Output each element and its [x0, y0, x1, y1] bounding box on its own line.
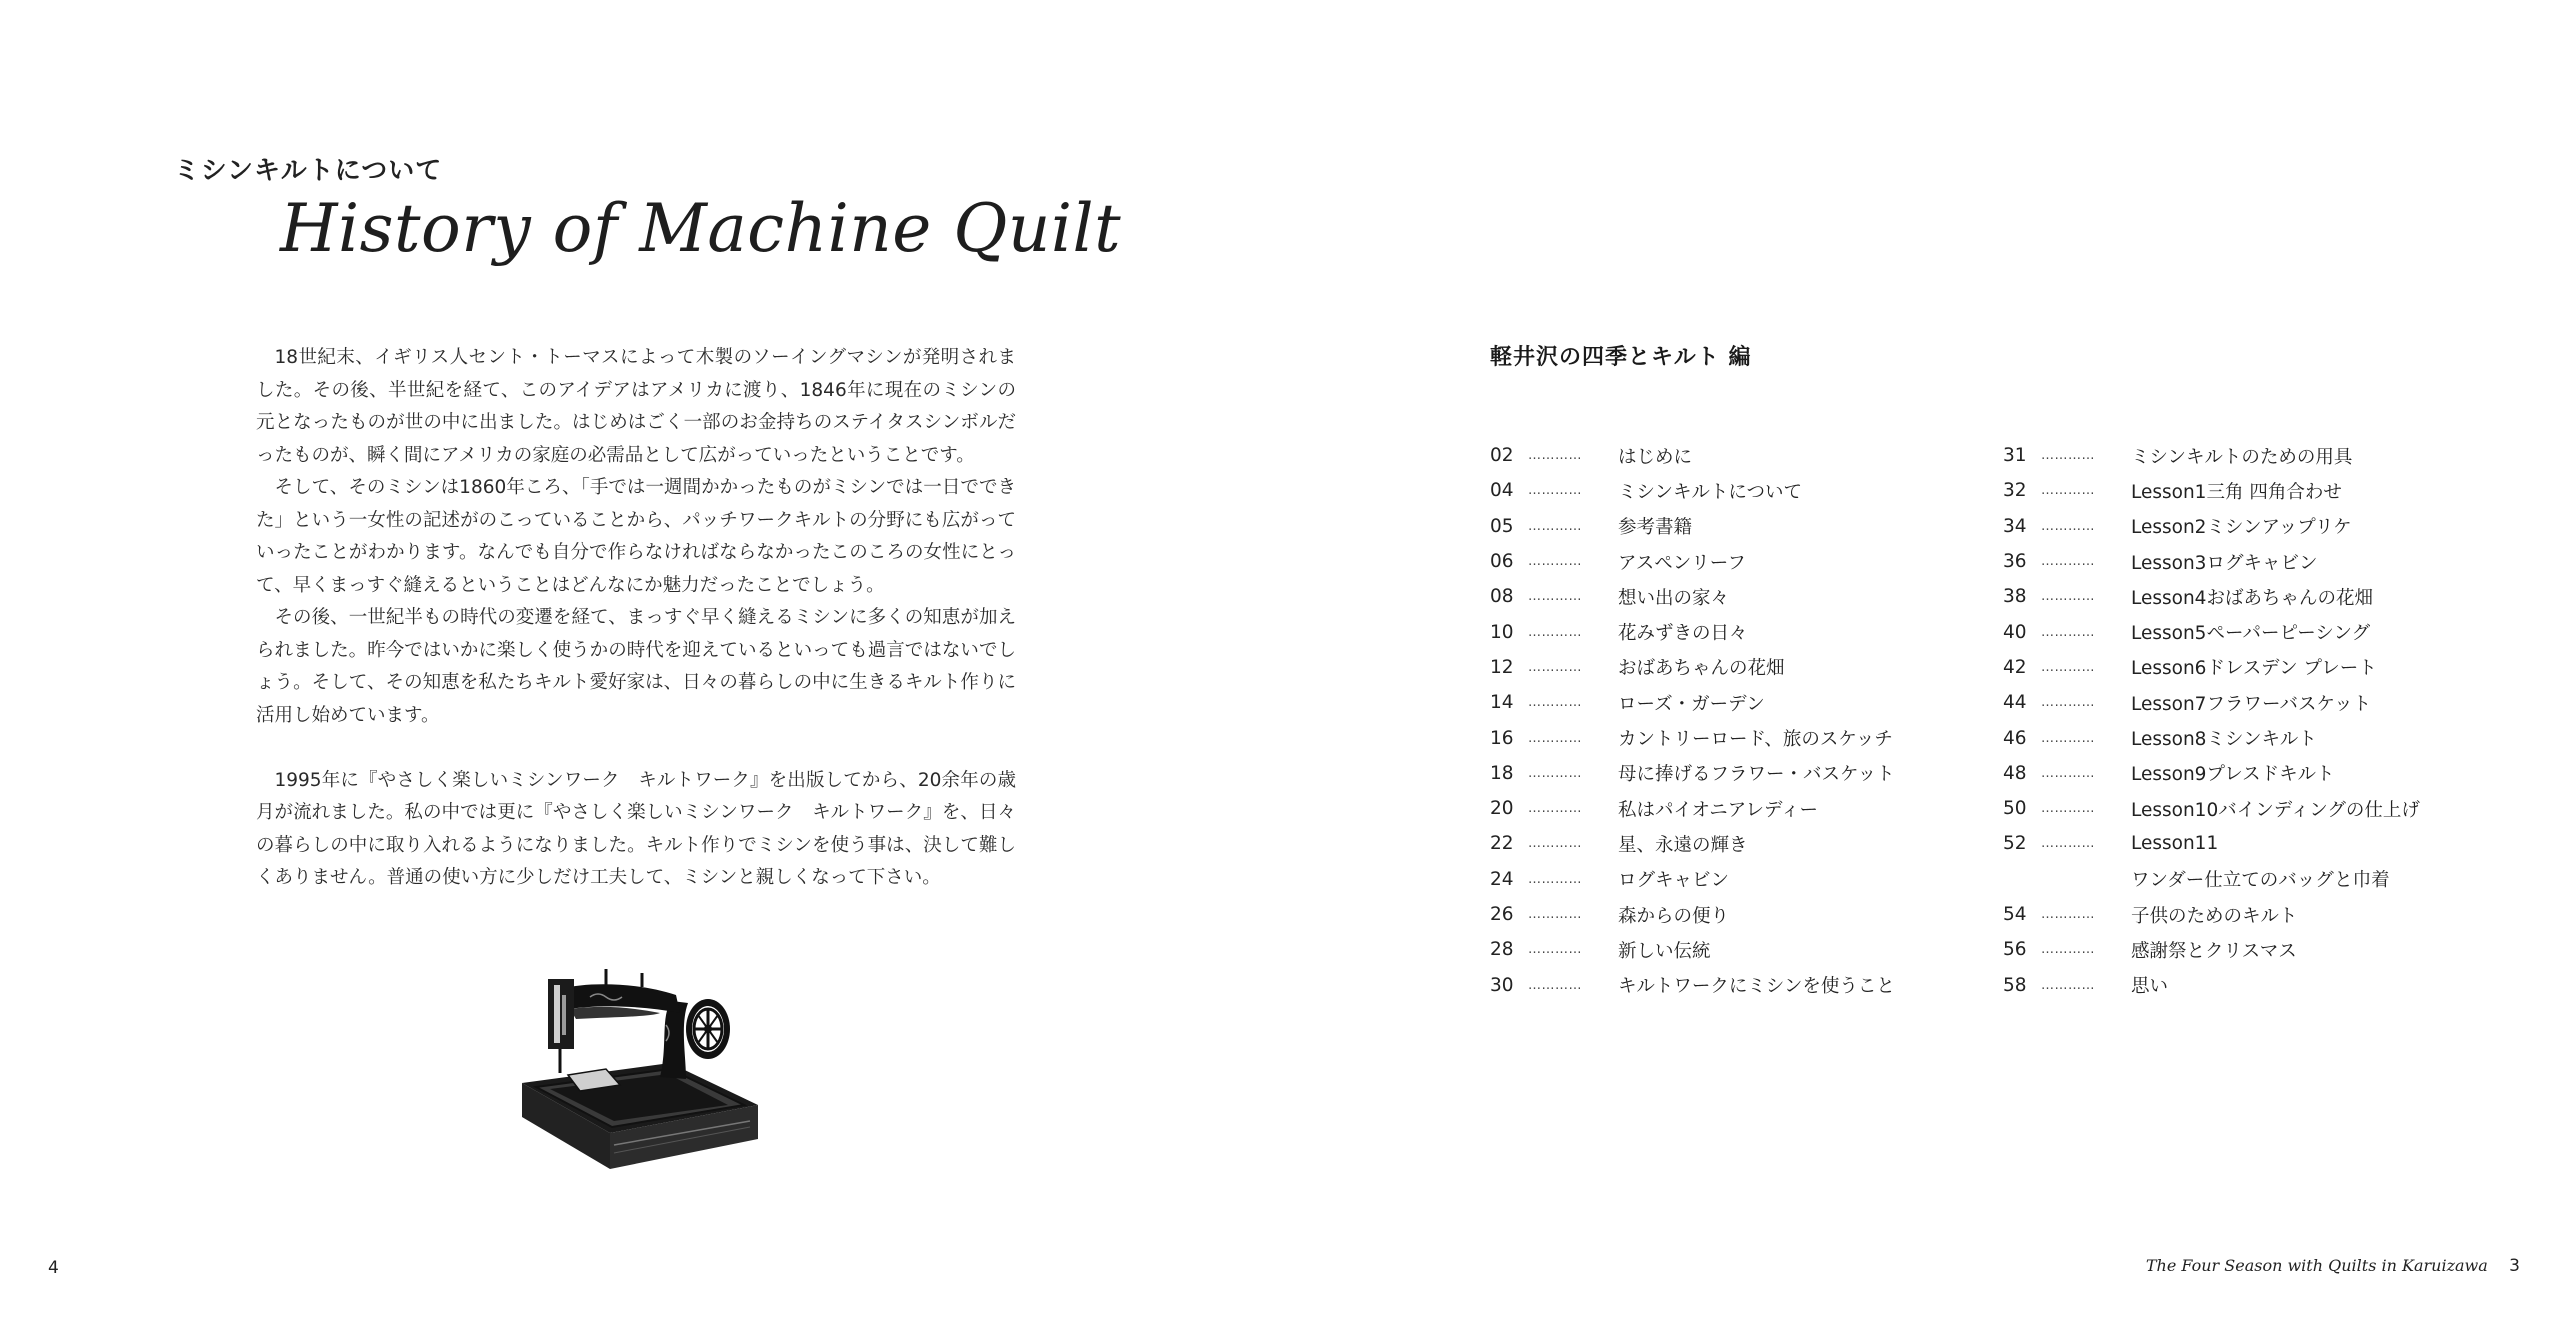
toc-leader-dots: …………: [1528, 730, 1582, 746]
toc-entry-label: 母に捧げるフラワー・バスケット: [1618, 764, 1895, 786]
toc-entry: [2003, 438, 2420, 473]
toc-entry-label: Lesson3ログキャビン: [2131, 552, 2318, 574]
toc-page-number: 04: [1490, 480, 1514, 502]
toc-entry-label: Lesson2ミシンアップリケ: [2131, 517, 2352, 539]
toc-leader-dots: …………: [2041, 448, 2095, 464]
toc-leader-dots: …………: [2041, 589, 2095, 605]
toc-entry: [2003, 650, 2420, 685]
toc-entry-label: アスペンリーフ: [1618, 552, 1746, 574]
toc-leader-dots: …………: [2041, 659, 2095, 675]
toc-entry: [1490, 720, 1895, 755]
toc-leader-dots: …………: [2041, 554, 2095, 570]
toc-entry-label: はじめに: [1618, 446, 1693, 468]
toc-entry: [1490, 967, 1895, 1002]
toc-entry-label: Lesson4おばあちゃんの花畑: [2131, 587, 2373, 609]
toc-leader-dots: …………: [1528, 836, 1582, 852]
toc-entry: [1490, 650, 1895, 685]
toc-entry-label: 思い: [2131, 976, 2169, 998]
toc-column-1: [1490, 438, 1895, 1003]
toc-leader-dots: …………: [1528, 448, 1582, 464]
sewing-machine-illustration: [510, 955, 770, 1195]
toc-leader-dots: …………: [1528, 624, 1582, 640]
toc-entry: [1490, 862, 1895, 897]
toc-entry-label: ログキャビン: [1618, 870, 1730, 892]
toc-page-number: 38: [2003, 586, 2027, 608]
toc-entry-label: Lesson5ペーパーピーシング: [2131, 623, 2371, 645]
toc-page-number: 06: [1490, 551, 1514, 573]
toc-entry-label: 参考書籍: [1618, 517, 1693, 539]
toc-leader-dots: …………: [1528, 554, 1582, 570]
toc-page-number: 05: [1490, 515, 1514, 537]
toc-leader-dots: …………: [1528, 907, 1582, 922]
toc-page-number: 14: [1490, 692, 1514, 714]
toc-leader-dots: …………: [2041, 977, 2095, 993]
toc-entry: [2003, 579, 2420, 614]
toc-page-number: 02: [1490, 445, 1514, 467]
section-title-en: History of Machine Quilt: [280, 190, 1122, 267]
toc-page-number: 26: [1490, 904, 1514, 925]
toc-leader-dots: …………: [1528, 518, 1582, 534]
toc-page-number: 46: [2003, 727, 2027, 749]
toc-entry: [2003, 720, 2420, 755]
toc-entry: [2003, 509, 2420, 544]
paragraph: そして、そのミシンは1860年ころ、「手では一週間かかったものがミシンでは一日でできた」という一女性の記述がのこっていることから、パッチワークキルトの分野にも広がっていったことがわかります。なんでも自分で作らなければならなかったこのころの女性にとって、早くまっすぐ縫えるということはどんなにか魅力だったことでしょう。: [256, 477, 1016, 596]
toc-entry-label: ワンダー仕立てのバッグと巾着: [2131, 870, 2390, 892]
toc-entry-label: キルトワークにミシンを使うこと: [1618, 976, 1895, 998]
toc-column-2: [2003, 438, 2420, 1003]
toc-entry: [1490, 756, 1895, 791]
toc-entry-label: 星、永遠の輝き: [1618, 834, 1748, 856]
toc-entry-label: 新しい伝統: [1618, 940, 1711, 962]
toc-leader-dots: …………: [2041, 730, 2095, 746]
toc-leader-dots: …………: [1528, 659, 1582, 675]
toc-leader-dots: …………: [1528, 483, 1582, 499]
toc-leader-dots: …………: [2041, 765, 2095, 781]
toc-entry: [1490, 544, 1895, 579]
toc-entry: [1490, 826, 1895, 861]
toc-entry-label: 感謝祭とクリスマス: [2131, 940, 2297, 962]
toc-page-number: 16: [1490, 727, 1514, 749]
toc-leader-dots: …………: [2041, 483, 2095, 499]
toc-entry-label: ミシンキルトのための用具: [2131, 446, 2353, 468]
toc-page-number: 18: [1490, 762, 1514, 784]
toc-entry: [2003, 544, 2420, 579]
toc-entry-label: ミシンキルトについて: [1618, 481, 1802, 503]
paragraph: 18世紀末、イギリス人セント・トーマスによって木製のソーイングマシンが発明されました。その後、半世紀を経て、このアイデアはアメリカに渡り、1846年に現在のミシンの元となったものが世の中に出ました。はじめはごく一部のお金持ちのステイタスシンボルだったものが、瞬く間にアメリカの家庭の必需品として広がっていったということです。: [256, 347, 1016, 466]
toc-entry: [2003, 897, 2420, 932]
toc-page-number: 34: [2003, 515, 2027, 537]
toc-leader-dots: …………: [1528, 589, 1582, 605]
toc-page-number: 52: [2003, 833, 2027, 855]
toc-entry: [1490, 579, 1895, 614]
toc-page-number: 36: [2003, 551, 2027, 573]
toc-page-number: 40: [2003, 621, 2027, 643]
toc-page-number: 56: [2003, 939, 2027, 961]
toc-entry: [1490, 897, 1895, 932]
toc-leader-dots: …………: [2041, 695, 2095, 711]
toc-entry: [2003, 756, 2420, 791]
toc-leader-dots: …………: [1528, 942, 1582, 958]
toc-page-number: 08: [1490, 586, 1514, 608]
toc-entry-label: おばあちゃんの花畑: [1618, 658, 1785, 680]
toc-entry: [1490, 473, 1895, 508]
toc-entry-label: 花みずきの日々: [1618, 623, 1748, 645]
toc-entry-label: カントリーロード、旅のスケッチ: [1618, 729, 1893, 751]
toc-entry: [2003, 614, 2420, 649]
toc-page-number: 50: [2003, 798, 2027, 820]
toc-entry-label: Lesson1三角 四角合わせ: [2131, 481, 2342, 503]
page-number-right: 3: [2509, 1256, 2520, 1276]
toc-page-number: 30: [1490, 974, 1514, 996]
toc-entry: [2003, 473, 2420, 508]
toc-entry-label: 子供のためのキルト: [2131, 905, 2298, 927]
toc-entry: [2003, 967, 2420, 1002]
toc-leader-dots: …………: [2041, 624, 2095, 640]
page-number-left: 4: [48, 1258, 59, 1278]
toc-entry-label: 想い出の家々: [1618, 587, 1730, 609]
toc-page-number: 10: [1490, 621, 1514, 643]
toc-entry-label: Lesson7フラワーバスケット: [2131, 693, 2372, 715]
toc-entry: [1490, 932, 1895, 967]
toc-leader-dots: …………: [1528, 871, 1582, 887]
right-page: [1280, 0, 2560, 1333]
toc-leader-dots: …………: [1528, 765, 1582, 781]
toc-entry: [2003, 862, 2420, 897]
toc-entry: [1490, 438, 1895, 473]
toc-page-number: 32: [2003, 480, 2027, 502]
paragraph: その後、一世紀半もの時代の変遷を経て、まっすぐ早く縫えるミシンに多くの知恵が加えられました。昨今ではいかに楽しく使うかの時代を迎えているといっても過言ではないでしょう。そして、その知恵を私たちキルト愛好家は、日々の暮らしの中に生きるキルト作りに活用し始めています。: [256, 607, 1016, 726]
toc-entry-label: Lesson6ドレスデン プレート: [2131, 658, 2377, 680]
body-text: [256, 342, 1016, 895]
toc-page-number: 42: [2003, 656, 2027, 678]
section-title-jp: ミシンキルトについて: [173, 156, 443, 186]
toc-page-number: 12: [1490, 656, 1514, 678]
paragraph: 1995年に『やさしく楽しいミシンワーク キルトワーク』を出版してから、20余年の歳月が流れました。私の中では更に『やさしく楽しいミシンワーク キルトワーク』を、日々の暮らしの中に取り入れるようになりました。キルト作りでミシンを使う事は、決して難しくありません。普通の使い方に少しだけ工夫して、ミシンと親しくなって下さい。: [256, 769, 1016, 888]
toc-entry-label: ローズ・ガーデン: [1618, 693, 1765, 715]
footer-right: [2146, 1256, 2520, 1276]
toc-heading: 軽井沢の四季とキルト 編: [1490, 345, 1752, 370]
toc-leader-dots: …………: [1528, 977, 1582, 993]
toc-entry: [2003, 791, 2420, 826]
toc-leader-dots: …………: [2041, 836, 2095, 852]
toc-entry-label: 私はパイオニアレディー: [1618, 799, 1818, 821]
toc-leader-dots: …………: [2041, 801, 2095, 817]
toc-entry-label: Lesson11: [2131, 833, 2219, 855]
toc-leader-dots: …………: [2041, 907, 2095, 922]
toc-entry: [1490, 685, 1895, 720]
toc-entry-label: Lesson10バインディングの仕上げ: [2131, 799, 2420, 821]
toc-page-number: 48: [2003, 762, 2027, 784]
toc-page-number: 28: [1490, 939, 1514, 961]
toc-entry: [1490, 791, 1895, 826]
toc-page-number: 22: [1490, 833, 1514, 855]
toc-entry-label: Lesson8ミシンキルト: [2131, 729, 2317, 751]
toc-leader-dots: …………: [2041, 942, 2095, 958]
toc-leader-dots: …………: [2041, 518, 2095, 534]
toc-page-number: 31: [2003, 445, 2027, 467]
toc-leader-dots: …………: [1528, 801, 1582, 817]
book-tagline: The Four Season with Quilts in Karuizawa: [2145, 1256, 2488, 1275]
toc-entry: [1490, 614, 1895, 649]
toc-page-number: 58: [2003, 974, 2027, 996]
toc-entry: [2003, 932, 2420, 967]
toc-page-number: 44: [2003, 692, 2027, 714]
toc-page-number: 54: [2003, 904, 2027, 925]
toc-entry-label: 森からの便り: [1618, 905, 1730, 927]
toc-entry-label: Lesson9プレスドキルト: [2131, 764, 2335, 786]
toc-entry: [1490, 509, 1895, 544]
toc-entry: [2003, 685, 2420, 720]
toc-entry: [2003, 826, 2420, 861]
toc-page-number: 24: [1490, 868, 1514, 890]
toc-page-number: 20: [1490, 798, 1514, 820]
toc-leader-dots: …………: [1528, 695, 1582, 711]
